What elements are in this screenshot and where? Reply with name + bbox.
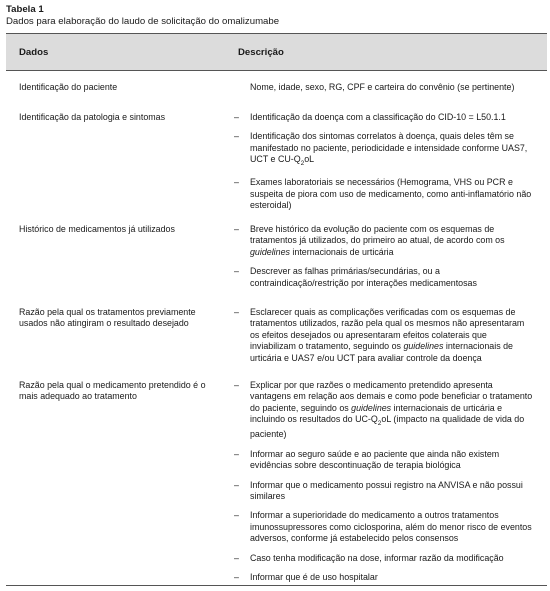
list-item: – Identificação dos sintomas correlatos à doença, quais deles têm se manifestado no paciente, periodicidade e intensidade conforme UAS7, UCT e $CU-Q_2oL$	[234, 131, 528, 167]
dash-bullet: –	[234, 177, 239, 188]
dash-bullet: –	[234, 510, 239, 521]
column-header-descricao: Descrição	[238, 47, 284, 58]
dash-bullet: –	[234, 131, 239, 142]
list-item: – Esclarecer quais as complicações verificadas com os esquemas de tratamentos utilizados, razão pela qual os mesmos não apresentaram os efeitos desejados ou apresentaram efeitos colaterais que inviabilizam o tratamento, seguindo os guidelines internacionais de urticária e UAS7 e/ou UCT para avaliar controle da doença	[234, 307, 525, 363]
row-label-paciente: Identificação do paciente	[19, 82, 118, 92]
dash-bullet: –	[234, 448, 239, 459]
list-item: – Informar que é de uso hospitalar	[234, 572, 378, 583]
row-text-paciente: Nome, idade, sexo, RG, CPF e carteira do convênio (se pertinente)	[250, 82, 515, 92]
list-item: – Exames laboratoriais se necessários (Hemograma, VHS ou PCR e suspeita de piora com uso de medicamento, como anti-inflamatório não esteroidal)	[234, 177, 532, 211]
list-item: – Informar a superioridade do medicamento a outros tratamentos imunossupressores como ciclosporina, além do menor risco de eventos adversos, conforme já estabelecido pelos consensos	[234, 510, 532, 544]
row-list-patologia	[234, 112, 534, 220]
dash-bullet: –	[234, 479, 239, 490]
list-item: – Breve histórico da evolução do paciente com os esquemas de tratamentos já utilizados, do primeiro ao atual, de acordo com os guidelines internacionais de urticária	[234, 224, 505, 257]
list-item: – Explicar por que razões o medicamento pretendido apresenta vantagens em relação aos demais e como pode beneficiar o tratamento do paciente, seguindo os guidelines internacionais de urticária e incluindo os resultados do $UC-Q_2oL$ (impacto na qualidade de vida do paciente)	[234, 380, 533, 440]
table-caption-label: Tabela 1	[6, 4, 44, 15]
dash-bullet: –	[234, 266, 239, 277]
row-label-razao-medicamento: Razão pela qual o medicamento pretendido é o mais adequado ao tratamento	[19, 380, 206, 402]
row-list-razao-medicamento	[234, 380, 534, 591]
list-item: – Informar que o medicamento possui registro na ANVISA e não possui similares	[234, 479, 523, 502]
row-label-razao-tratamentos: Razão pela qual os tratamentos previamente usados não atingiram o resultado desejado	[19, 307, 196, 329]
table-header	[6, 33, 547, 71]
row-label-patologia: Identificação da patologia e sintomas	[19, 112, 166, 122]
list-item: – Caso tenha modificação na dose, informar razão da modificação	[234, 552, 504, 563]
dash-bullet: –	[234, 552, 239, 563]
row-label-historico: Histórico de medicamentos já utilizados	[19, 224, 175, 234]
dash-bullet: –	[234, 112, 239, 122]
list-item: – Informar ao seguro saúde e ao paciente que ainda não existem evidências sobre descontinuação de terapia biológica	[234, 448, 500, 471]
dash-bullet: –	[234, 572, 239, 583]
column-header-dados: Dados	[19, 47, 49, 58]
table-caption-title: Dados para elaboração do laudo de solicitação do omalizumabe	[6, 16, 280, 27]
table-bottom-rule	[6, 585, 547, 586]
list-item: – Descrever as falhas primárias/secundárias, ou a contraindicação/restrição por interações medicamentosas	[234, 266, 477, 288]
list-item: – Identificação da doença com a classificação do CID-10 = L50.1.1	[234, 112, 506, 122]
dash-bullet: –	[234, 224, 239, 234]
dash-bullet: –	[234, 307, 239, 317]
dash-bullet: –	[234, 380, 239, 390]
row-list-historico	[234, 224, 534, 297]
row-list-razao-tratamentos	[234, 307, 534, 372]
